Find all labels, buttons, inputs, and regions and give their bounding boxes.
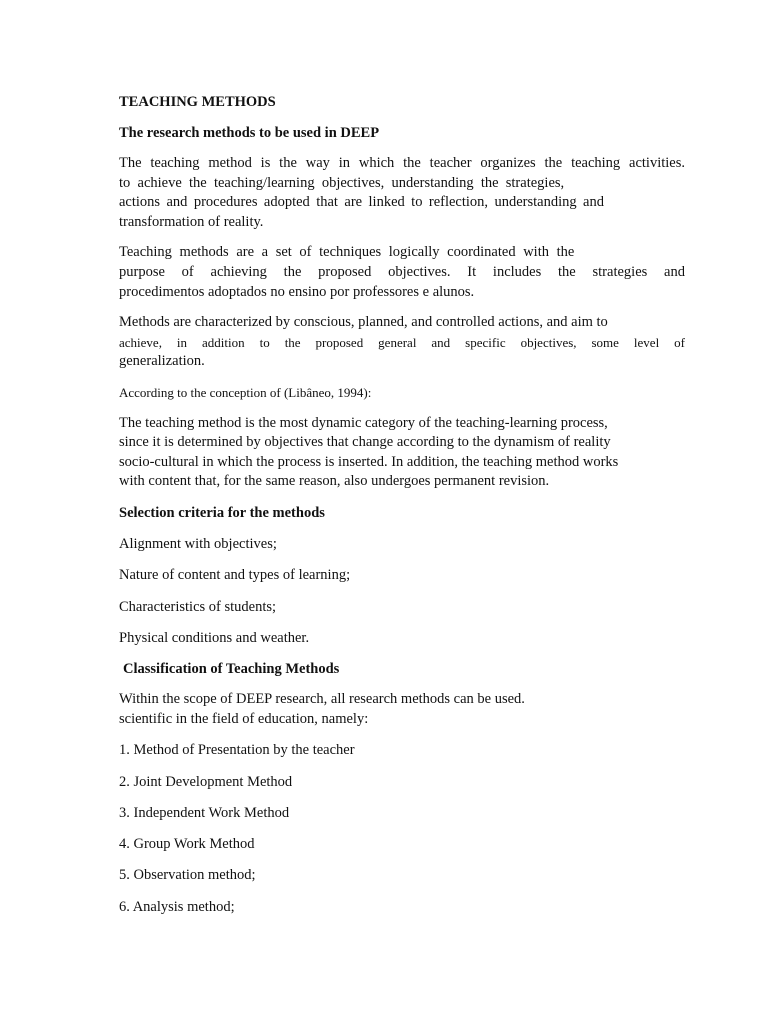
citation-intro: According to the conception of (Libâneo, 1994): [119,384,372,400]
paragraph-line: to achieve the teaching/learning objectives, understanding the strategies, [119,174,565,191]
method-list-item: 6. Analysis method; [119,898,235,915]
paragraph-line: procedimentos adoptados no ensino por professores e alunos. [119,283,475,300]
paragraph-line: actions and procedures adopted that are linked to reflection, understanding and [119,194,604,211]
document-title: TEACHING METHODS [119,94,276,110]
quote-paragraph [119,414,685,492]
criteria-item: Nature of content and types of learning; [119,567,351,584]
classification-heading: Classification of Teaching Methods [123,661,340,678]
method-list-item: 3. Independent Work Method [119,804,290,821]
criteria-item: Physical conditions and weather. [119,629,310,646]
classification-intro [119,690,685,729]
paragraph-line: Teaching methods are a set of techniques logically coordinated with the [119,244,575,261]
paragraph-methods-characterized [119,313,685,372]
criteria-item: Characteristics of students; [119,598,277,615]
criteria-item: Alignment with objectives; [119,535,277,552]
method-list-item: 4. Group Work Method [119,836,255,853]
paragraph-line: socio-cultural in which the process is inserted. In addition, the teaching method works [119,453,619,470]
paragraph-line: The teaching method is the most dynamic category of the teaching-learning process, [119,414,608,431]
method-list-item: 2. Joint Development Method [119,773,293,790]
document-page [119,92,685,928]
paragraph-line: Methods are characterized by conscious, planned, and controlled actions, and aim to [119,314,608,331]
paragraph-line: The teaching method is the way in which the teacher organizes the teaching activities. [119,155,685,171]
paragraph-line: generalization. [119,353,205,370]
paragraph-teaching-method-definition [119,154,685,232]
paragraph-line: purpose of achieving the proposed objectives. It includes the strategies and [119,263,685,280]
method-list-item: 1. Method of Presentation by the teacher [119,742,355,759]
paragraph-line: with content that, for the same reason, also undergoes permanent revision. [119,473,550,490]
criteria-heading: Selection criteria for the methods [119,504,325,521]
document-subtitle: The research methods to be used in DEEP [119,125,380,141]
paragraph-line: transformation of reality. [119,213,264,230]
method-list-item: 5. Observation method; [119,867,256,884]
paragraph-teaching-methods-techniques [119,243,685,302]
paragraph-line: since it is determined by objectives that change according to the dynamism of reality [119,434,611,451]
paragraph-line: achieve, in addition to the proposed general and specific objectives, some level of [119,334,685,350]
paragraph-line: Within the scope of DEEP research, all research methods can be used. [119,691,525,708]
paragraph-line: scientific in the field of education, namely: [119,710,369,727]
